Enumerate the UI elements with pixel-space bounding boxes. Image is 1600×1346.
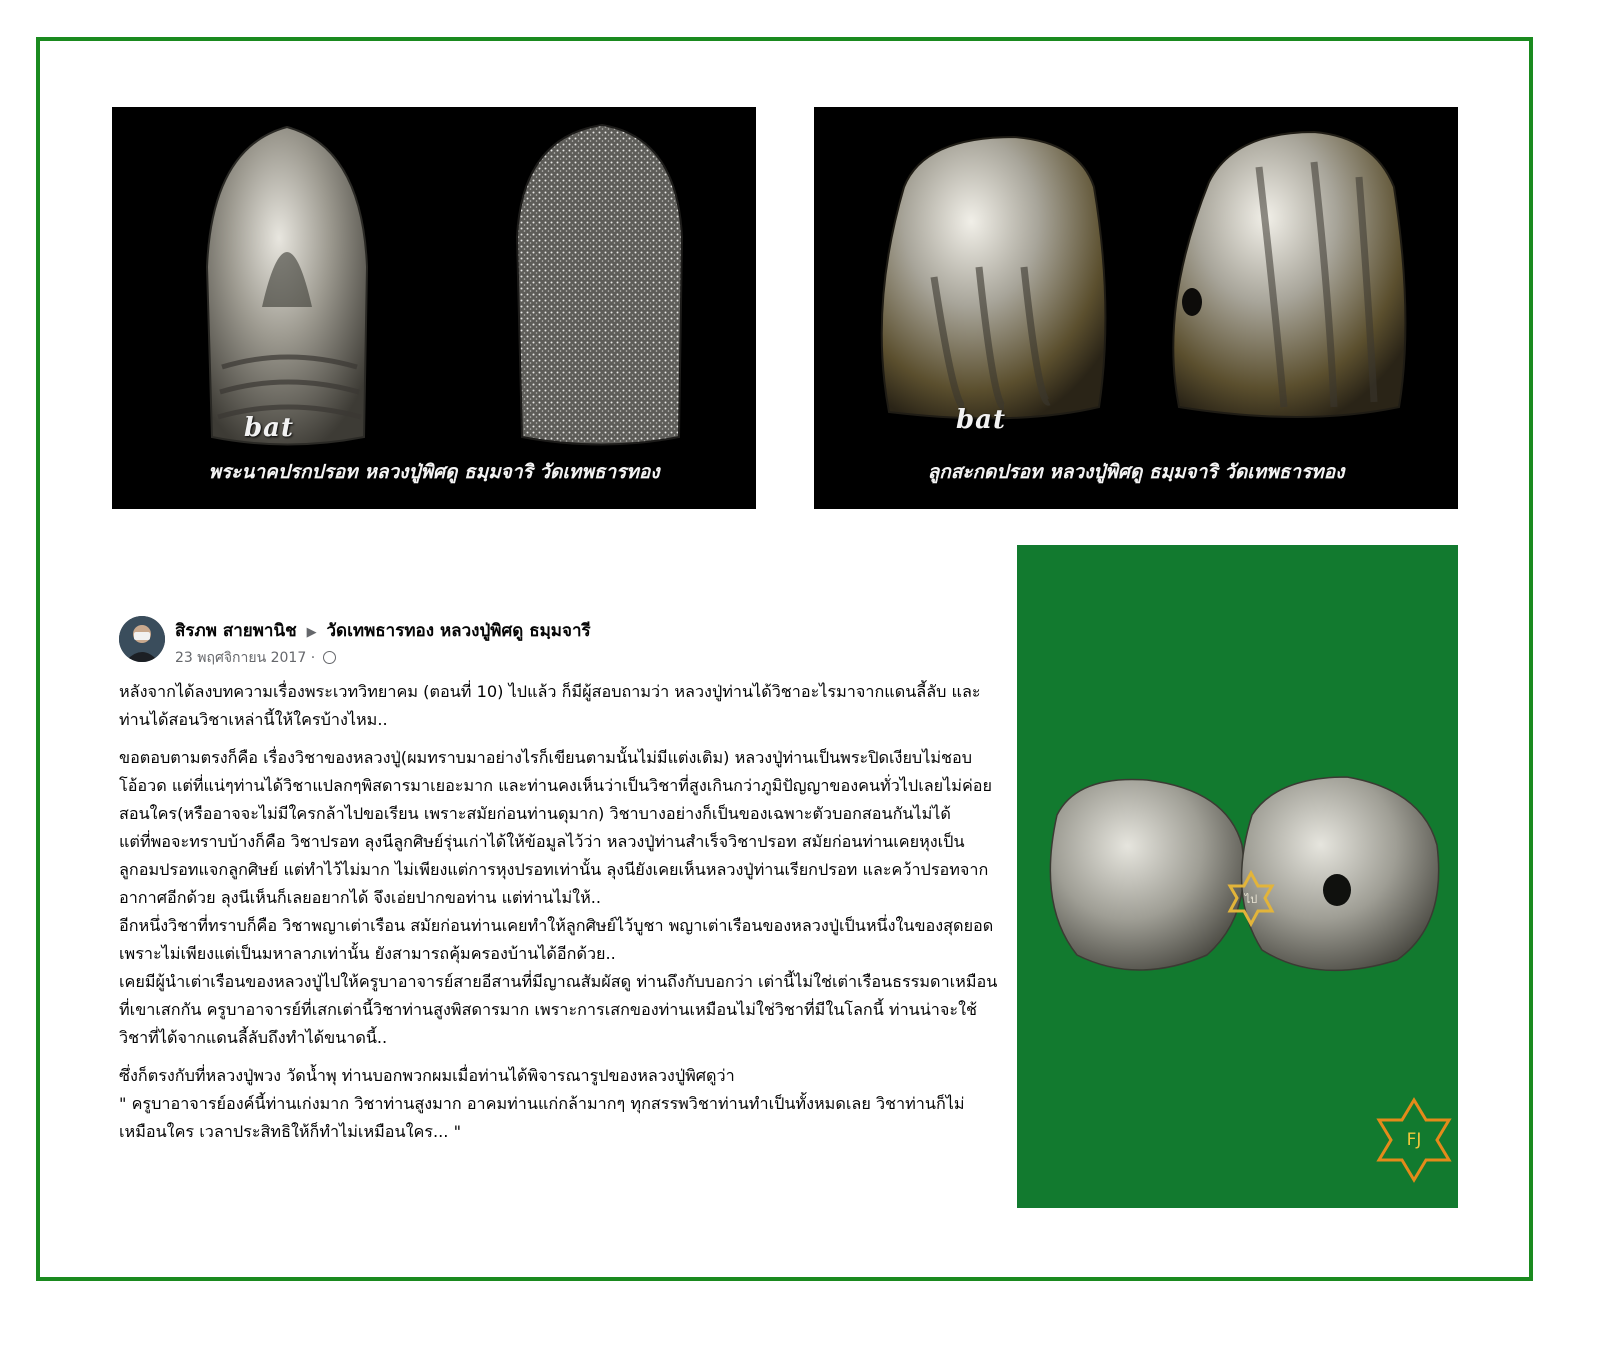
post-date-line (175, 647, 336, 669)
author-name[interactable]: สิรภพ สายพานิช (175, 621, 297, 641)
mercury-amulet-illustration (814, 107, 1458, 509)
photo-caption: ลูกสะกดปรอท หลวงปู่พิศดู ธมฺมจาริ วัดเทพธารทอง (927, 461, 1345, 483)
mercury-ball-left (1050, 779, 1243, 970)
avatar[interactable] (119, 616, 165, 662)
amulet-photo-naga (112, 107, 756, 509)
mercury-balls-illustration (1017, 545, 1458, 1208)
ball-hole (1323, 874, 1351, 906)
post-paragraph-3: ซึ่งก็ตรงกับที่หลวงปู่พวง วัดน้ำพุ ท่านบอกพวกผมเมื่อท่านได้พิจารณารูปของหลวงปู่พิศดูว่า " ครูบาอาจารย์องค์นี้ท่านเก่งมาก วิชาท่านสูงมาก อาคมท่านแก่กล้ามากๆ ทุกสรรพวิชาท่านทำเป็นทั้งหมดเลย วิชาท่านก็ไม่เหมือนใคร เวลาประสิทธิให้ก็ทำไม่เหมือนใคร... " (119, 1066, 965, 1141)
naga-amulet-back (517, 125, 682, 445)
naga-amulet-illustration (112, 107, 756, 509)
post-paragraph-1: หลังจากได้ลงบทความเรื่องพระเวทวิทยาคม (ตอนที่ 10) ไปแล้ว ก็มีผู้สอบถามว่า หลวงปู่ท่านได้วิชาอะไรมาจากแดนลี้ลับ และท่านได้สอนวิชาเหล่านี้ให้ใครบ้างไหม.. (119, 682, 981, 729)
bat-watermark: bat (956, 405, 1007, 435)
facebook-post (119, 616, 999, 1156)
amulet-photo-mercury (814, 107, 1458, 509)
mercury-ball-right (1242, 777, 1439, 970)
small-star-text: ไป (1244, 893, 1258, 906)
group-name[interactable]: วัดเทพธารทอง หลวงปู่พิศดู ธมฺมจารี (326, 621, 591, 641)
post-date[interactable]: 23 พฤศจิกายน 2017 · (175, 650, 316, 666)
post-body (119, 678, 999, 1146)
photo-caption: พระนาคปรกปรอท หลวงปู่พิศดู ธมฺมจาริ วัดเทพธารทอง (208, 461, 660, 483)
globe-icon (323, 651, 336, 664)
post-paragraph-2: ขอตอบตามตรงก็คือ เรื่องวิชาของหลวงปู่(ผมทราบมาอย่างไรก็เขียนตามนั้นไม่มีแต่งเติม) หลวงปู่ท่านเป็นพระปิดเงียบไม่ชอบโอ้อวด แต่ที่แน่ๆท่านได้วิชาแปลกๆพิสดารมาเยอะมาก และท่านคงเห็นว่าเป็นวิชาที่สูงเกินกว่าภูมิปัญญาของคนทั่วไปเลยไม่ค่อยสอนใคร(หรืออาจจะไม่มีใครกล้าไปขอเรียน เพราะสมัยก่อนท่านดุมาก) วิชาบางอย่างก็เป็นของเฉพาะตัวบอกสอนกันไม่ได้ แต่ที่พอจะทราบบ้างก็คือ วิชาปรอท ลุงนีลูกศิษย์รุ่นเก่าได้ให้ข้อมูลไว้ว่า หลวงปู่ท่านสำเร็จวิชาปรอท สมัยก่อนท่านเคยหุงเป็นลูกอมปรอทแจกลูกศิษย์ แต่ทำไว้ไม่มาก ไม่เพียงแต่การหุงปรอทเท่านั้น ลุงนียังเคยเห็นหลวงปู่ท่านเรียกปรอท และคว้าปรอทจากอากาศอีกด้วย ลุงนีเห็นก็เลยอยากได้ จึงเอ่ยปากขอท่าน แต่ท่านไม่ให้.. อีกหนึ่งวิชาที่ทราบก็คือ วิชาพญาเต่าเรือน สมัยก่อนท่านเคยทำให้ลูกศิษย์ไว้บูชา พญาเต่าเรือนของหลวงปู่เป็นหนึ่งในของสุดยอด เพราะไม่เพียงแต่เป็นมหาลาภเท่านั้น ยังสามารถคุ้มครองบ้านได้อีกด้วย.. เคยมีผู้นำเต่าเรือนของหลวงปู่ไปให้ครูบาอาจารย์สายอีสานที่มีญาณสัมผัสดู ท่านถึงกับบอกว่า เต่านี้ไม่ใช่เต่าเรือนธรรมดาเหมือนที่เขาเสกกัน ครูบาอาจารย์ที่เสกเต่านี้วิชาท่านสูงพิสดารมาก เพราะการเสกของท่านเหมือนไม่ใช่วิชาที่มีในโลกนี้ ท่านน่าจะใช้วิชาที่ได้จากแดนลี้ลับถึงทำได้ขนาดนี้.. (119, 748, 998, 1047)
fj-watermark-text: FJ (1406, 1130, 1422, 1150)
bat-watermark: bat (244, 413, 295, 443)
post-header (119, 616, 999, 668)
person-icon (119, 616, 165, 662)
post-author-line (175, 617, 591, 644)
mercury-balls-photo (1017, 545, 1458, 1208)
caret-right-icon: ▶ (306, 625, 317, 640)
